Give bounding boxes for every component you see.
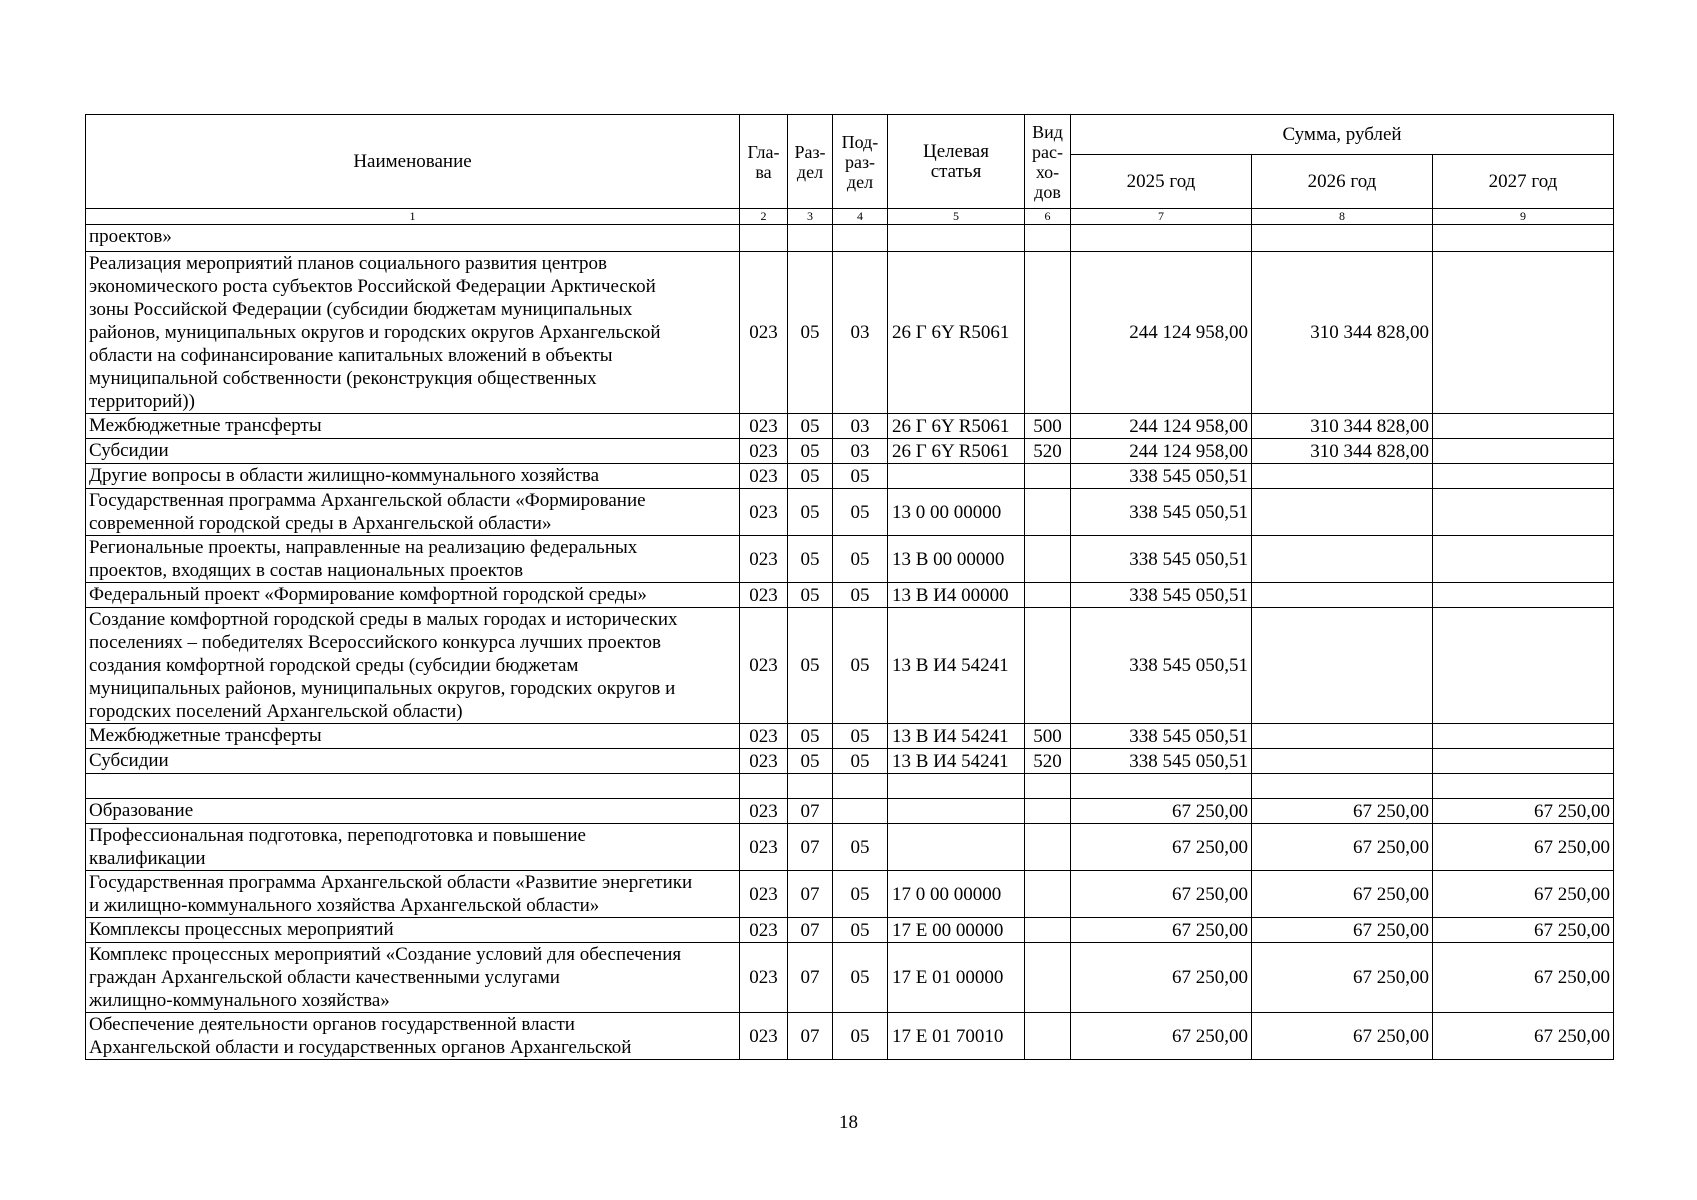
row-glava: 023	[740, 464, 788, 489]
table-row	[86, 439, 1614, 464]
column-number: 2	[740, 209, 788, 225]
row-celevaya-statya	[888, 824, 1025, 871]
row-podrazdel	[833, 225, 888, 252]
row-amount-2026: 310 344 828,00	[1252, 439, 1433, 464]
row-podrazdel: 05	[833, 871, 888, 918]
row-glava: 023	[740, 414, 788, 439]
row-celevaya-statya	[888, 225, 1025, 252]
column-number-row	[86, 209, 1614, 225]
row-podrazdel: 05	[833, 724, 888, 749]
row-celevaya-statya	[888, 799, 1025, 824]
row-amount-2026	[1252, 536, 1433, 583]
row-amount-2025: 67 250,00	[1071, 943, 1252, 1013]
row-amount-2026	[1252, 489, 1433, 536]
row-glava: 023	[740, 724, 788, 749]
table-row	[86, 871, 1614, 918]
row-glava: 023	[740, 943, 788, 1013]
row-name: проектов»	[86, 225, 740, 252]
table-row	[86, 943, 1614, 1013]
row-amount-2027	[1433, 439, 1614, 464]
header-vid-rashodov: Вид рас- хо- дов	[1025, 115, 1071, 209]
row-razdel: 05	[788, 583, 833, 608]
row-podrazdel: 05	[833, 943, 888, 1013]
row-vid-rashodov: 500	[1025, 724, 1071, 749]
header-podrazdel: Под- раз- дел	[833, 115, 888, 209]
row-razdel: 07	[788, 824, 833, 871]
row-name: Обеспечение деятельности органов государственной власти Архангельской области и государственных органов Архангельской	[86, 1013, 740, 1060]
row-glava: 023	[740, 608, 788, 724]
row-name: Государственная программа Архангельской области «Формирование современной городской среды в Архангельской области»	[86, 489, 740, 536]
row-glava: 023	[740, 918, 788, 943]
row-podrazdel	[833, 799, 888, 824]
row-celevaya-statya: 13 В И4 54241	[888, 608, 1025, 724]
row-razdel: 07	[788, 943, 833, 1013]
row-razdel: 05	[788, 439, 833, 464]
header-celevaya-statya: Целевая статья	[888, 115, 1025, 209]
row-amount-2025: 338 545 050,51	[1071, 464, 1252, 489]
row-vid-rashodov	[1025, 489, 1071, 536]
row-amount-2027	[1433, 608, 1614, 724]
row-amount-2025: 67 250,00	[1071, 824, 1252, 871]
row-amount-2027	[1433, 252, 1614, 414]
row-name: Межбюджетные трансферты	[86, 724, 740, 749]
row-podrazdel: 05	[833, 824, 888, 871]
row-amount-2027	[1433, 724, 1614, 749]
row-vid-rashodov	[1025, 918, 1071, 943]
row-podrazdel: 05	[833, 583, 888, 608]
row-amount-2025: 338 545 050,51	[1071, 536, 1252, 583]
row-podrazdel: 05	[833, 1013, 888, 1060]
column-number: 7	[1071, 209, 1252, 225]
row-glava: 023	[740, 439, 788, 464]
row-name: Государственная программа Архангельской области «Развитие энергетики и жилищно-коммунального хозяйства Архангельской области»	[86, 871, 740, 918]
row-celevaya-statya: 26 Г 6Y R5061	[888, 439, 1025, 464]
row-amount-2025: 338 545 050,51	[1071, 608, 1252, 724]
row-amount-2026: 67 250,00	[1252, 943, 1433, 1013]
row-name: Реализация мероприятий планов социального развития центров экономического роста субъектов Российской Федерации Арктической зоны Российской Федерации (субсидии бюджетам муниципальных районов, муниципальных округов и городских округов Архангельской области на софинансирование капитальных вложений в объекты муниципальной собственности (реконструкция общественных территорий))	[86, 252, 740, 414]
row-razdel: 05	[788, 749, 833, 774]
row-celevaya-statya: 17 0 00 00000	[888, 871, 1025, 918]
row-amount-2027: 67 250,00	[1433, 943, 1614, 1013]
budget-table	[85, 114, 1614, 1060]
row-amount-2027	[1433, 536, 1614, 583]
row-amount-2027	[1433, 464, 1614, 489]
row-glava: 023	[740, 799, 788, 824]
row-razdel: 05	[788, 724, 833, 749]
row-glava	[740, 225, 788, 252]
row-amount-2026: 310 344 828,00	[1252, 414, 1433, 439]
header-summa: Сумма, рублей	[1071, 115, 1614, 155]
row-glava: 023	[740, 252, 788, 414]
table-row	[86, 464, 1614, 489]
row-celevaya-statya: 17 Е 01 70010	[888, 1013, 1025, 1060]
row-glava: 023	[740, 489, 788, 536]
row-vid-rashodov	[1025, 252, 1071, 414]
row-razdel: 05	[788, 464, 833, 489]
row-razdel: 05	[788, 489, 833, 536]
row-celevaya-statya: 13 В И4 00000	[888, 583, 1025, 608]
row-amount-2026: 67 250,00	[1252, 871, 1433, 918]
column-number: 4	[833, 209, 888, 225]
table-row	[86, 799, 1614, 824]
row-vid-rashodov	[1025, 464, 1071, 489]
row-amount-2027: 67 250,00	[1433, 1013, 1614, 1060]
row-amount-2026: 67 250,00	[1252, 918, 1433, 943]
row-podrazdel: 05	[833, 489, 888, 536]
row-podrazdel: 03	[833, 414, 888, 439]
row-podrazdel: 05	[833, 464, 888, 489]
page-number: 18	[839, 1112, 858, 1133]
row-amount-2026	[1252, 774, 1433, 799]
row-amount-2025: 338 545 050,51	[1071, 583, 1252, 608]
row-amount-2027	[1433, 749, 1614, 774]
row-glava: 023	[740, 749, 788, 774]
row-amount-2025	[1071, 225, 1252, 252]
row-amount-2025: 338 545 050,51	[1071, 749, 1252, 774]
table-row	[86, 918, 1614, 943]
row-podrazdel: 03	[833, 252, 888, 414]
row-amount-2026	[1252, 464, 1433, 489]
row-name: Комплекс процессных мероприятий «Создание условий для обеспечения граждан Архангельской области качественными услугами жилищно-коммунального хозяйства»	[86, 943, 740, 1013]
row-amount-2026	[1252, 724, 1433, 749]
table-row	[86, 225, 1614, 252]
table-row	[86, 724, 1614, 749]
header-year-2027: 2027 год	[1433, 155, 1614, 209]
row-amount-2027	[1433, 489, 1614, 536]
row-razdel: 07	[788, 1013, 833, 1060]
row-amount-2026: 67 250,00	[1252, 799, 1433, 824]
row-celevaya-statya: 26 Г 6Y R5061	[888, 252, 1025, 414]
row-amount-2025	[1071, 774, 1252, 799]
row-name: Федеральный проект «Формирование комфортной городской среды»	[86, 583, 740, 608]
table-row	[86, 252, 1614, 414]
table-row	[86, 583, 1614, 608]
row-vid-rashodov: 520	[1025, 749, 1071, 774]
row-name: Субсидии	[86, 439, 740, 464]
row-glava: 023	[740, 1013, 788, 1060]
row-razdel: 05	[788, 608, 833, 724]
table-header	[86, 115, 1614, 225]
row-amount-2026	[1252, 749, 1433, 774]
row-name: Субсидии	[86, 749, 740, 774]
row-amount-2027	[1433, 774, 1614, 799]
table-row	[86, 749, 1614, 774]
row-vid-rashodov	[1025, 824, 1071, 871]
row-vid-rashodov	[1025, 943, 1071, 1013]
table-row	[86, 489, 1614, 536]
row-razdel: 07	[788, 871, 833, 918]
row-razdel: 07	[788, 918, 833, 943]
row-podrazdel	[833, 774, 888, 799]
column-number: 9	[1433, 209, 1614, 225]
row-name: Образование	[86, 799, 740, 824]
row-celevaya-statya: 17 Е 01 00000	[888, 943, 1025, 1013]
table-row	[86, 774, 1614, 799]
row-glava: 023	[740, 583, 788, 608]
row-amount-2027	[1433, 414, 1614, 439]
row-amount-2027: 67 250,00	[1433, 918, 1614, 943]
row-vid-rashodov	[1025, 536, 1071, 583]
row-celevaya-statya: 13 0 00 00000	[888, 489, 1025, 536]
row-celevaya-statya: 17 Е 00 00000	[888, 918, 1025, 943]
row-amount-2026: 67 250,00	[1252, 824, 1433, 871]
row-name: Межбюджетные трансферты	[86, 414, 740, 439]
header-year-2026: 2026 год	[1252, 155, 1433, 209]
row-amount-2026: 310 344 828,00	[1252, 252, 1433, 414]
column-number: 3	[788, 209, 833, 225]
table-row	[86, 824, 1614, 871]
row-vid-rashodov	[1025, 1013, 1071, 1060]
header-glava: Гла- ва	[740, 115, 788, 209]
row-amount-2026	[1252, 225, 1433, 252]
row-name: Создание комфортной городской среды в малых городах и исторических поселениях – победителях Всероссийского конкурса лучших проектов создания комфортной городской среды (субсидии бюджетам муниципальных районов, муниципальных округов, городских округов и городских поселений Архангельской области)	[86, 608, 740, 724]
table-row	[86, 1013, 1614, 1060]
row-podrazdel: 05	[833, 536, 888, 583]
row-celevaya-statya: 13 В И4 54241	[888, 749, 1025, 774]
row-vid-rashodov	[1025, 608, 1071, 724]
row-celevaya-statya: 13 В И4 54241	[888, 724, 1025, 749]
row-amount-2025: 67 250,00	[1071, 1013, 1252, 1060]
row-podrazdel: 03	[833, 439, 888, 464]
row-podrazdel: 05	[833, 608, 888, 724]
row-razdel	[788, 225, 833, 252]
row-vid-rashodov	[1025, 871, 1071, 918]
row-razdel	[788, 774, 833, 799]
row-amount-2027: 67 250,00	[1433, 824, 1614, 871]
row-vid-rashodov: 520	[1025, 439, 1071, 464]
column-number: 1	[86, 209, 740, 225]
row-name: Другие вопросы в области жилищно-коммунального хозяйства	[86, 464, 740, 489]
column-number: 5	[888, 209, 1025, 225]
table-row	[86, 608, 1614, 724]
row-name: Региональные проекты, направленные на реализацию федеральных проектов, входящих в состав национальных проектов	[86, 536, 740, 583]
row-vid-rashodov: 500	[1025, 414, 1071, 439]
header-razdel: Раз- дел	[788, 115, 833, 209]
row-glava: 023	[740, 871, 788, 918]
row-glava: 023	[740, 824, 788, 871]
table-body	[86, 225, 1614, 1060]
table-row	[86, 414, 1614, 439]
row-amount-2027: 67 250,00	[1433, 799, 1614, 824]
row-name	[86, 774, 740, 799]
row-amount-2025: 67 250,00	[1071, 918, 1252, 943]
row-celevaya-statya: 13 В 00 00000	[888, 536, 1025, 583]
row-amount-2027	[1433, 583, 1614, 608]
row-name: Профессиональная подготовка, переподготовка и повышение квалификации	[86, 824, 740, 871]
row-vid-rashodov	[1025, 583, 1071, 608]
row-name: Комплексы процессных мероприятий	[86, 918, 740, 943]
row-vid-rashodov	[1025, 774, 1071, 799]
row-amount-2026	[1252, 608, 1433, 724]
row-amount-2025: 244 124 958,00	[1071, 439, 1252, 464]
table-row	[86, 536, 1614, 583]
row-podrazdel: 05	[833, 749, 888, 774]
column-number: 8	[1252, 209, 1433, 225]
row-razdel: 07	[788, 799, 833, 824]
row-amount-2027: 67 250,00	[1433, 871, 1614, 918]
row-razdel: 05	[788, 536, 833, 583]
row-celevaya-statya	[888, 774, 1025, 799]
row-razdel: 05	[788, 414, 833, 439]
header-name: Наименование	[86, 115, 740, 209]
row-glava: 023	[740, 536, 788, 583]
row-amount-2027	[1433, 225, 1614, 252]
header-year-2025: 2025 год	[1071, 155, 1252, 209]
row-vid-rashodov	[1025, 799, 1071, 824]
row-amount-2025: 338 545 050,51	[1071, 489, 1252, 536]
row-amount-2025: 244 124 958,00	[1071, 252, 1252, 414]
column-number: 6	[1025, 209, 1071, 225]
row-amount-2026: 67 250,00	[1252, 1013, 1433, 1060]
row-amount-2025: 338 545 050,51	[1071, 724, 1252, 749]
row-amount-2025: 67 250,00	[1071, 871, 1252, 918]
row-glava	[740, 774, 788, 799]
row-vid-rashodov	[1025, 225, 1071, 252]
row-razdel: 05	[788, 252, 833, 414]
row-celevaya-statya: 26 Г 6Y R5061	[888, 414, 1025, 439]
row-podrazdel: 05	[833, 918, 888, 943]
row-amount-2025: 67 250,00	[1071, 799, 1252, 824]
row-amount-2026	[1252, 583, 1433, 608]
row-amount-2025: 244 124 958,00	[1071, 414, 1252, 439]
row-celevaya-statya	[888, 464, 1025, 489]
